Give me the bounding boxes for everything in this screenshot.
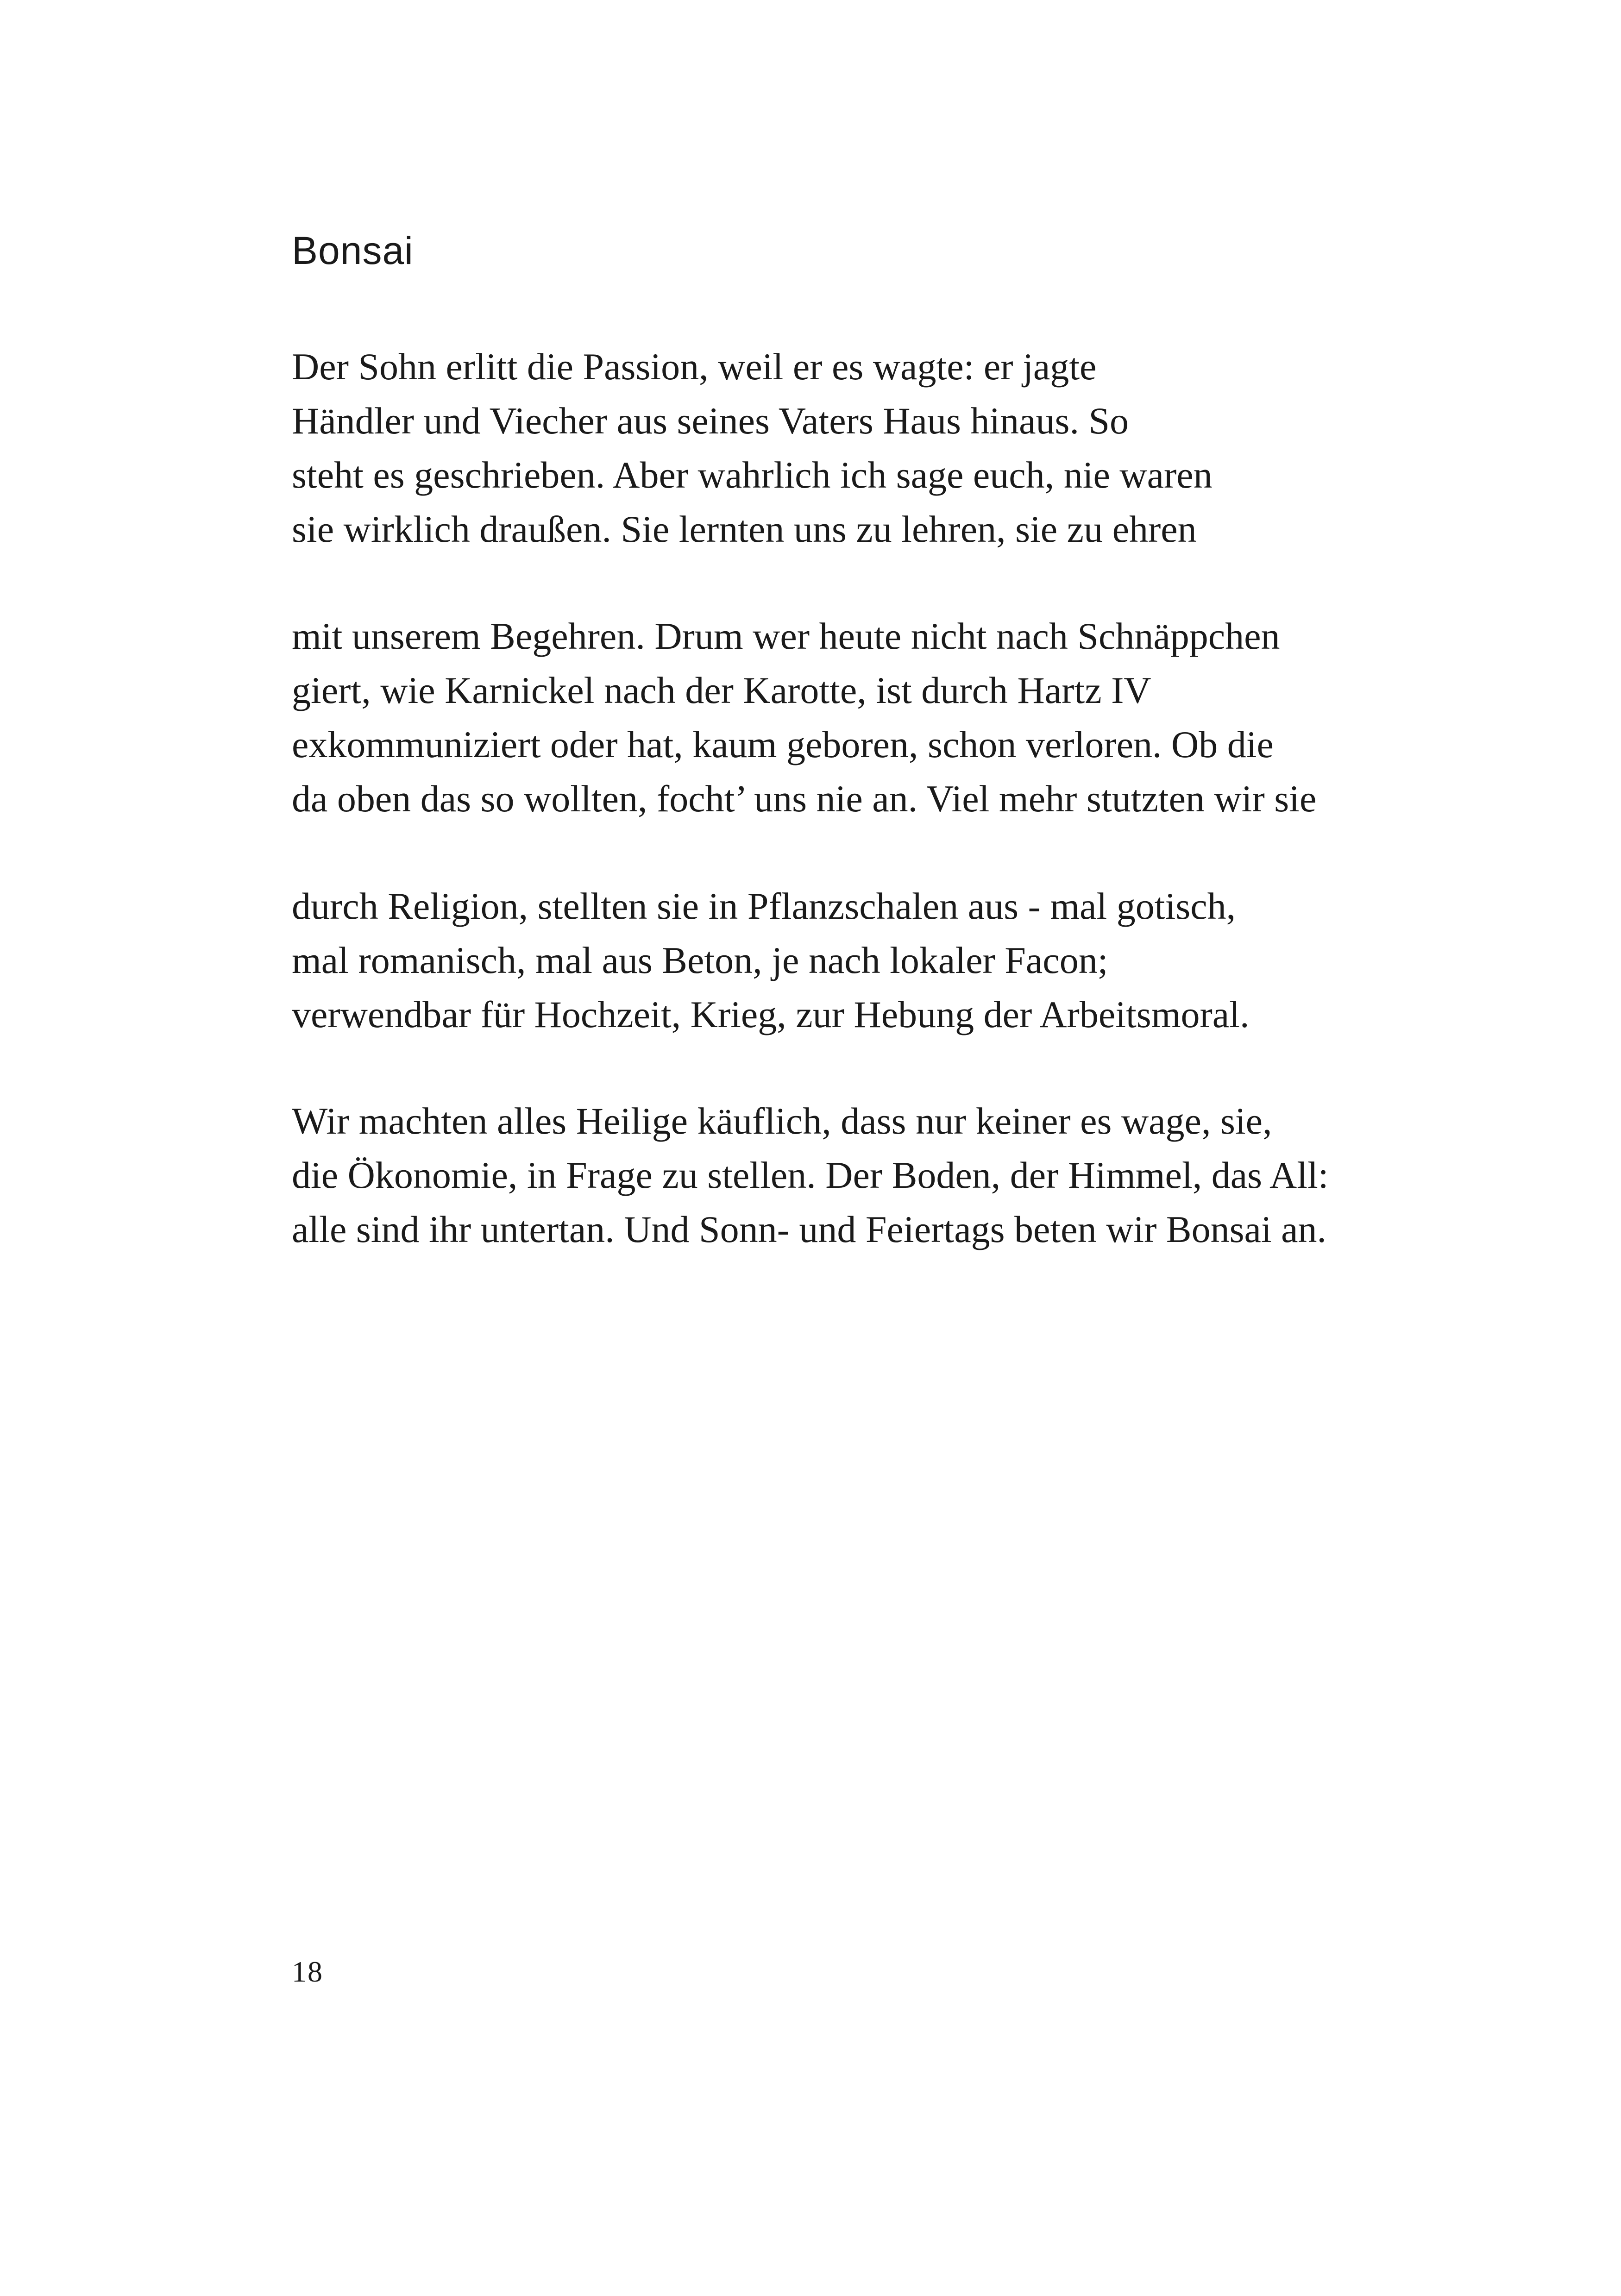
stanza-line: sie wirklich draußen. Sie lernten uns zu lehren, sie zu ehren xyxy=(292,508,1197,550)
stanza-line: Händler und Viecher aus seines Vaters Haus hinaus. So xyxy=(292,400,1129,442)
stanza-line: giert, wie Karnickel nach der Karotte, ist durch Hartz IV xyxy=(292,669,1151,711)
stanza-line: Wir machten alles Heilige käuflich, dass nur keiner es wage, sie, xyxy=(292,1100,1272,1142)
poem-title: Bonsai xyxy=(292,229,414,272)
stanza-line: da oben das so wollten, focht’ uns nie an. Viel mehr stutzten wir sie xyxy=(292,778,1317,820)
stanza-2 xyxy=(292,609,1316,826)
stanza-1 xyxy=(292,339,1213,556)
stanza-line: mal romanisch, mal aus Beton, je nach lokaler Facon; xyxy=(292,939,1108,981)
stanza-line: mit unserem Begehren. Drum wer heute nicht nach Schnäppchen xyxy=(292,615,1280,657)
stanza-3 xyxy=(292,879,1249,1041)
stanza-4 xyxy=(292,1094,1329,1256)
stanza-line: steht es geschrieben. Aber wahrlich ich sage euch, nie waren xyxy=(292,454,1213,496)
stanza-line: die Ökonomie, in Frage zu stellen. Der Boden, der Himmel, das All: xyxy=(292,1154,1329,1196)
page-number: 18 xyxy=(292,1955,323,1988)
stanza-line: exkommuniziert oder hat, kaum geboren, schon verloren. Ob die xyxy=(292,723,1274,765)
stanza-line: verwendbar für Hochzeit, Krieg, zur Hebung der Arbeitsmoral. xyxy=(292,993,1250,1035)
stanza-line: Der Sohn erlitt die Passion, weil er es wagte: er jagte xyxy=(292,345,1097,388)
stanza-line: alle sind ihr untertan. Und Sonn- und Feiertags beten wir Bonsai an. xyxy=(292,1208,1327,1250)
stanza-line: durch Religion, stellten sie in Pflanzschalen aus - mal gotisch, xyxy=(292,885,1236,927)
